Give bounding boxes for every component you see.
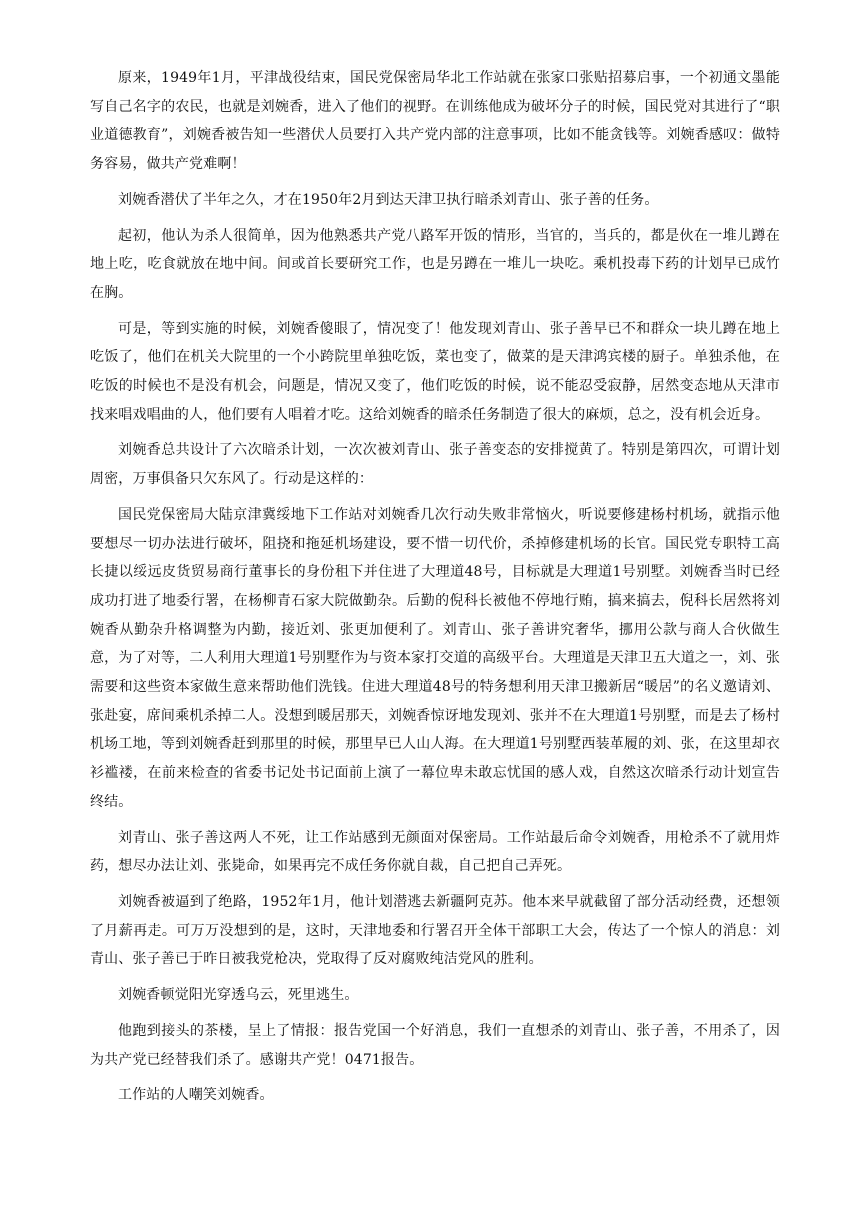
paragraph: 他跑到接头的茶楼，呈上了情报：报告党国一个好消息，我们一直想杀的刘青山、张子善，不用杀了，因为共产党已经替我们杀了。感谢共产党！0471报告。 xyxy=(90,1022,780,1068)
paragraph: 刘婉香顿觉阳光穿透乌云，死里逃生。 xyxy=(118,987,359,1004)
document-page xyxy=(90,64,780,1117)
paragraph: 刘婉香总共设计了六次暗杀计划，一次次被刘青山、张子善变态的安排搅黄了。特别是第四次，可谓计划周密，万事俱备只欠东风了。行动是这样的： xyxy=(90,442,780,488)
paragraph: 国民党保密局大陆京津冀绥地下工作站对刘婉香几次行动失败非常恼火，听说要修建杨村机场，就指示他要想尽一切办法进行破坏，阻挠和拖延机场建设，要不惜一切代价，杀掉修建机场的长官。国民党专职特工高长捷以绥远皮货贸易商行董事长的身份租下并住进了大理道48号，目标就是大理道1号别墅。刘婉香当时已经成功打进了地委行署，在杨柳青石家大院做勤杂。后勤的倪科长被他不停地行贿，搞来搞去，倪科长居然将刘婉香从勤杂升格调整为内勤，接近刘、张更加便利了。刘青山、张子善讲究奢华，挪用公款与商人合伙做生意，为了对等，二人利用大理道1号别墅作为与资本家打交道的高级平台。大理道是天津卫五大道之一，刘、张需要和这些资本家做生意来帮助他们洗钱。住进大理道48号的特务想利用天津卫搬新居“暖居”的名义邀请刘、张赴宴，席间乘机杀掉二人。没想到暖居那天，刘婉香惊讶地发现刘、张并不在大理道1号别墅，而是去了杨村机场工地，等到刘婉香赶到那里的时候，那里早已人山人海。在大理道1号别墅西装革履的刘、张，在这里却衣衫褴褛，在前来检查的省委书记处书记面前上演了一幕位卑未敢忘忧国的感人戏，自然这次暗杀行动计划宣告终结。 xyxy=(90,506,780,810)
paragraph: 原来，1949年1月，平津战役结束，国民党保密局华北工作站就在张家口张贴招募启事，一个初通文墨能写自己名字的农民，也就是刘婉香，进入了他们的视野。在训练他成为破坏分子的时候，国民党对其进行了“职业道德教育”，刘婉香被告知一些潜伏人员要打入共产党内部的注意事项，比如不能贪钱等。刘婉香感叹：做特务容易，做共产党难啊！ xyxy=(90,70,780,173)
paragraph: 工作站的人嘲笑刘婉香。 xyxy=(118,1087,274,1104)
paragraph: 刘婉香被逼到了绝路，1952年1月，他计划潜逃去新疆阿克苏。他本来早就截留了部分活动经费，还想领了月薪再走。可万万没想到的是，这时，天津地委和行署召开全体干部职工大会，传达了一个惊人的消息：刘青山、张子善已于昨日被我党枪决，党取得了反对腐败纯洁党风的胜利。 xyxy=(90,893,780,968)
paragraph: 可是，等到实施的时候，刘婉香傻眼了，情况变了！他发现刘青山、张子善早已不和群众一块儿蹲在地上吃饭了，他们在机关大院里的一个小跨院里单独吃饭，菜也变了，做菜的是天津鸿宾楼的厨子。单独杀他，在吃饭的时候也不是没有机会，问题是，情况又变了，他们吃饭的时候，说不能忍受寂静，居然变态地从天津市找来唱戏唱曲的人，他们要有人唱着才吃。这给刘婉香的暗杀任务制造了很大的麻烦，总之，没有机会近身。 xyxy=(90,320,780,423)
paragraph: 起初，他认为杀人很简单，因为他熟悉共产党八路军开饭的情形，当官的，当兵的，都是伙在一堆儿蹲在地上吃，吃食就放在地中间。间或首长要研究工作，也是另蹲在一堆儿一块吃。乘机投毒下药的计划早已成竹在胸。 xyxy=(90,227,780,301)
paragraph: 刘青山、张子善这两人不死，让工作站感到无颜面对保密局。工作站最后命令刘婉香，用枪杀不了就用炸药，想尽办法让刘、张毙命，如果再完不成任务你就自裁，自己把自己弄死。 xyxy=(90,829,780,875)
paragraph: 刘婉香潜伏了半年之久，才在1950年2月到达天津卫执行暗杀刘青山、张子善的任务。 xyxy=(118,191,659,208)
